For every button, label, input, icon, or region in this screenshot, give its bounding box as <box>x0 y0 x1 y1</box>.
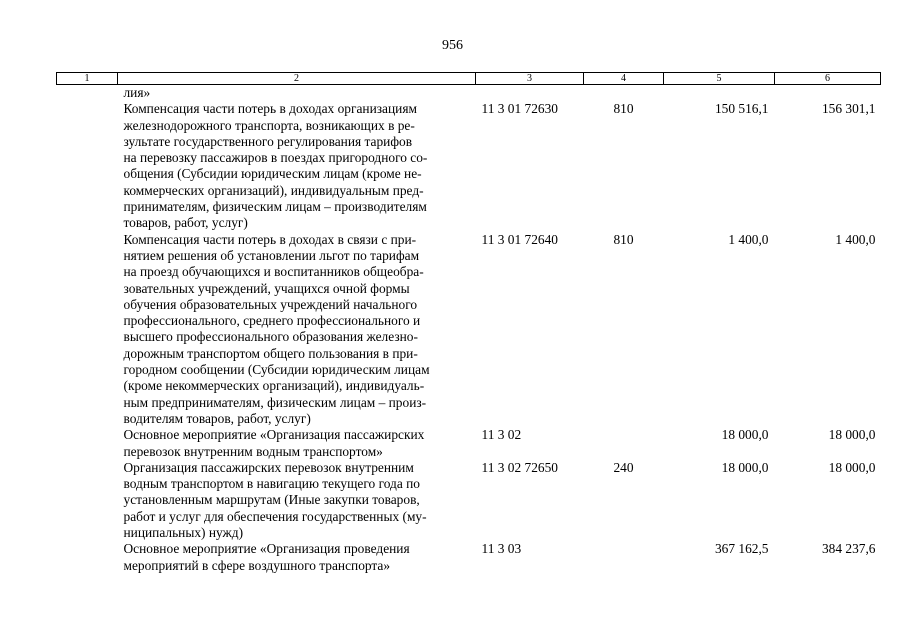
row-number-cell <box>57 85 118 102</box>
item-name-line: общения (Субсидии юридическим лицам (кроме не- <box>123 166 422 182</box>
header-col-6: 6 <box>775 73 881 85</box>
amount-year-2: 384 237,6 <box>821 541 876 557</box>
item-name-line: нятием решения об установлении льгот по тарифам <box>123 247 420 263</box>
row-number-cell <box>57 101 118 231</box>
item-name-cell <box>118 232 476 428</box>
table-row <box>57 427 881 460</box>
item-name-line: мероприятий в сфере воздушного транспорта» <box>123 557 391 573</box>
table-row <box>57 541 881 574</box>
expense-type-code: 810 <box>613 101 634 117</box>
target-article-code: 11 3 02 <box>481 427 522 443</box>
amount-year-1: 18 000,0 <box>721 427 769 443</box>
expense-type-code: 240 <box>613 459 634 475</box>
table-row <box>57 101 881 231</box>
target-article-code <box>476 85 584 102</box>
item-name-line: профессионального, среднего профессионального и <box>123 313 421 329</box>
item-name-cell <box>118 85 476 102</box>
item-name-line: принимателям, физическим лицам – производителям <box>123 199 427 215</box>
amount-year-1: 18 000,0 <box>721 459 769 475</box>
row-number-cell <box>57 427 118 460</box>
expense-type-code <box>584 85 664 102</box>
item-name-line: на перевозку пассажиров в поездах пригородного со- <box>123 150 428 166</box>
item-name-line: работ и услуг для обеспечения государственных (му- <box>123 508 427 524</box>
expense-type-code: 810 <box>613 231 634 247</box>
item-name-line: Основное мероприятие «Организация пассажирских <box>123 427 425 443</box>
amount-year-2: 156 301,1 <box>821 101 876 117</box>
target-article-code: 11 3 02 72650 <box>481 459 558 475</box>
item-name-line: обучения образовательных учреждений начального <box>123 296 418 312</box>
item-name-line: зовательных учреждений, учащихся очной формы <box>123 280 410 296</box>
target-article-code: 11 3 03 <box>481 541 522 557</box>
item-name-line: ниципальных) нужд) <box>123 525 244 541</box>
amount-year-1: 367 162,5 <box>714 541 769 557</box>
item-name-line: водителям товаров, работ, услуг) <box>123 410 311 426</box>
expense-type-code <box>584 427 664 460</box>
row-number-cell <box>57 460 118 541</box>
item-name-line: Основное мероприятие «Организация проведения <box>123 541 410 557</box>
header-col-1: 1 <box>57 73 118 85</box>
item-name-line: дорожным транспортом общего пользования в при- <box>123 345 418 361</box>
amount-year-2: 1 400,0 <box>835 231 876 247</box>
budget-table <box>56 72 881 574</box>
amount-year-2: 18 000,0 <box>828 427 876 443</box>
amount-year-1: 150 516,1 <box>714 101 769 117</box>
item-name-line: на проезд обучающихся и воспитанников общеобра- <box>123 264 424 280</box>
expense-type-code <box>584 541 664 574</box>
item-name-line: зультате государственного регулирования тарифов <box>123 133 413 149</box>
item-name-line: лия» <box>123 85 151 100</box>
column-number-header <box>57 73 881 85</box>
target-article-code: 11 3 01 72630 <box>481 101 558 117</box>
item-name-line: товаров, работ, услуг) <box>123 215 248 231</box>
item-name-line: (кроме некоммерческих организаций), индивидуаль- <box>123 378 425 394</box>
header-col-3: 3 <box>476 73 584 85</box>
item-name-line: перевозок внутренним водным транспортом» <box>123 443 383 459</box>
item-name-line: Организация пассажирских перевозок внутренним <box>123 459 414 475</box>
amount-year-2 <box>775 85 881 102</box>
item-name-line: высшего профессионального образования железно- <box>123 329 418 345</box>
item-name-cell <box>118 541 476 574</box>
item-name-cell <box>118 460 476 541</box>
item-name-line: ным предпринимателям, физическим лицам – произ- <box>123 394 427 410</box>
amount-year-2: 18 000,0 <box>828 459 876 475</box>
header-col-2: 2 <box>118 73 476 85</box>
item-name-line: городном сообщении (Субсидии юридическим лицам <box>123 362 430 378</box>
item-name-cell <box>118 101 476 231</box>
row-number-cell <box>57 541 118 574</box>
header-col-4: 4 <box>584 73 664 85</box>
page-number: 956 <box>442 38 463 53</box>
table-row <box>57 85 881 102</box>
header-col-5: 5 <box>664 73 775 85</box>
item-name-line: Компенсация части потерь в доходах в связи с при- <box>123 231 417 247</box>
table-row <box>57 232 881 428</box>
amount-year-1 <box>664 85 775 102</box>
target-article-code: 11 3 01 72640 <box>481 231 558 247</box>
row-number-cell <box>57 232 118 428</box>
table-body <box>57 85 881 574</box>
item-name-line: установленным маршрутам (Иные закупки товаров, <box>123 492 420 508</box>
amount-year-1: 1 400,0 <box>728 231 769 247</box>
item-name-line: железнодорожного транспорта, возникающих в ре- <box>123 117 415 133</box>
item-name-line: коммерческих организаций), индивидуальным пред- <box>123 182 424 198</box>
table-row <box>57 460 881 541</box>
item-name-cell <box>118 427 476 460</box>
item-name-line: Компенсация части потерь в доходах организациям <box>123 101 417 117</box>
item-name-line: водным транспортом в навигацию текущего года по <box>123 476 421 492</box>
